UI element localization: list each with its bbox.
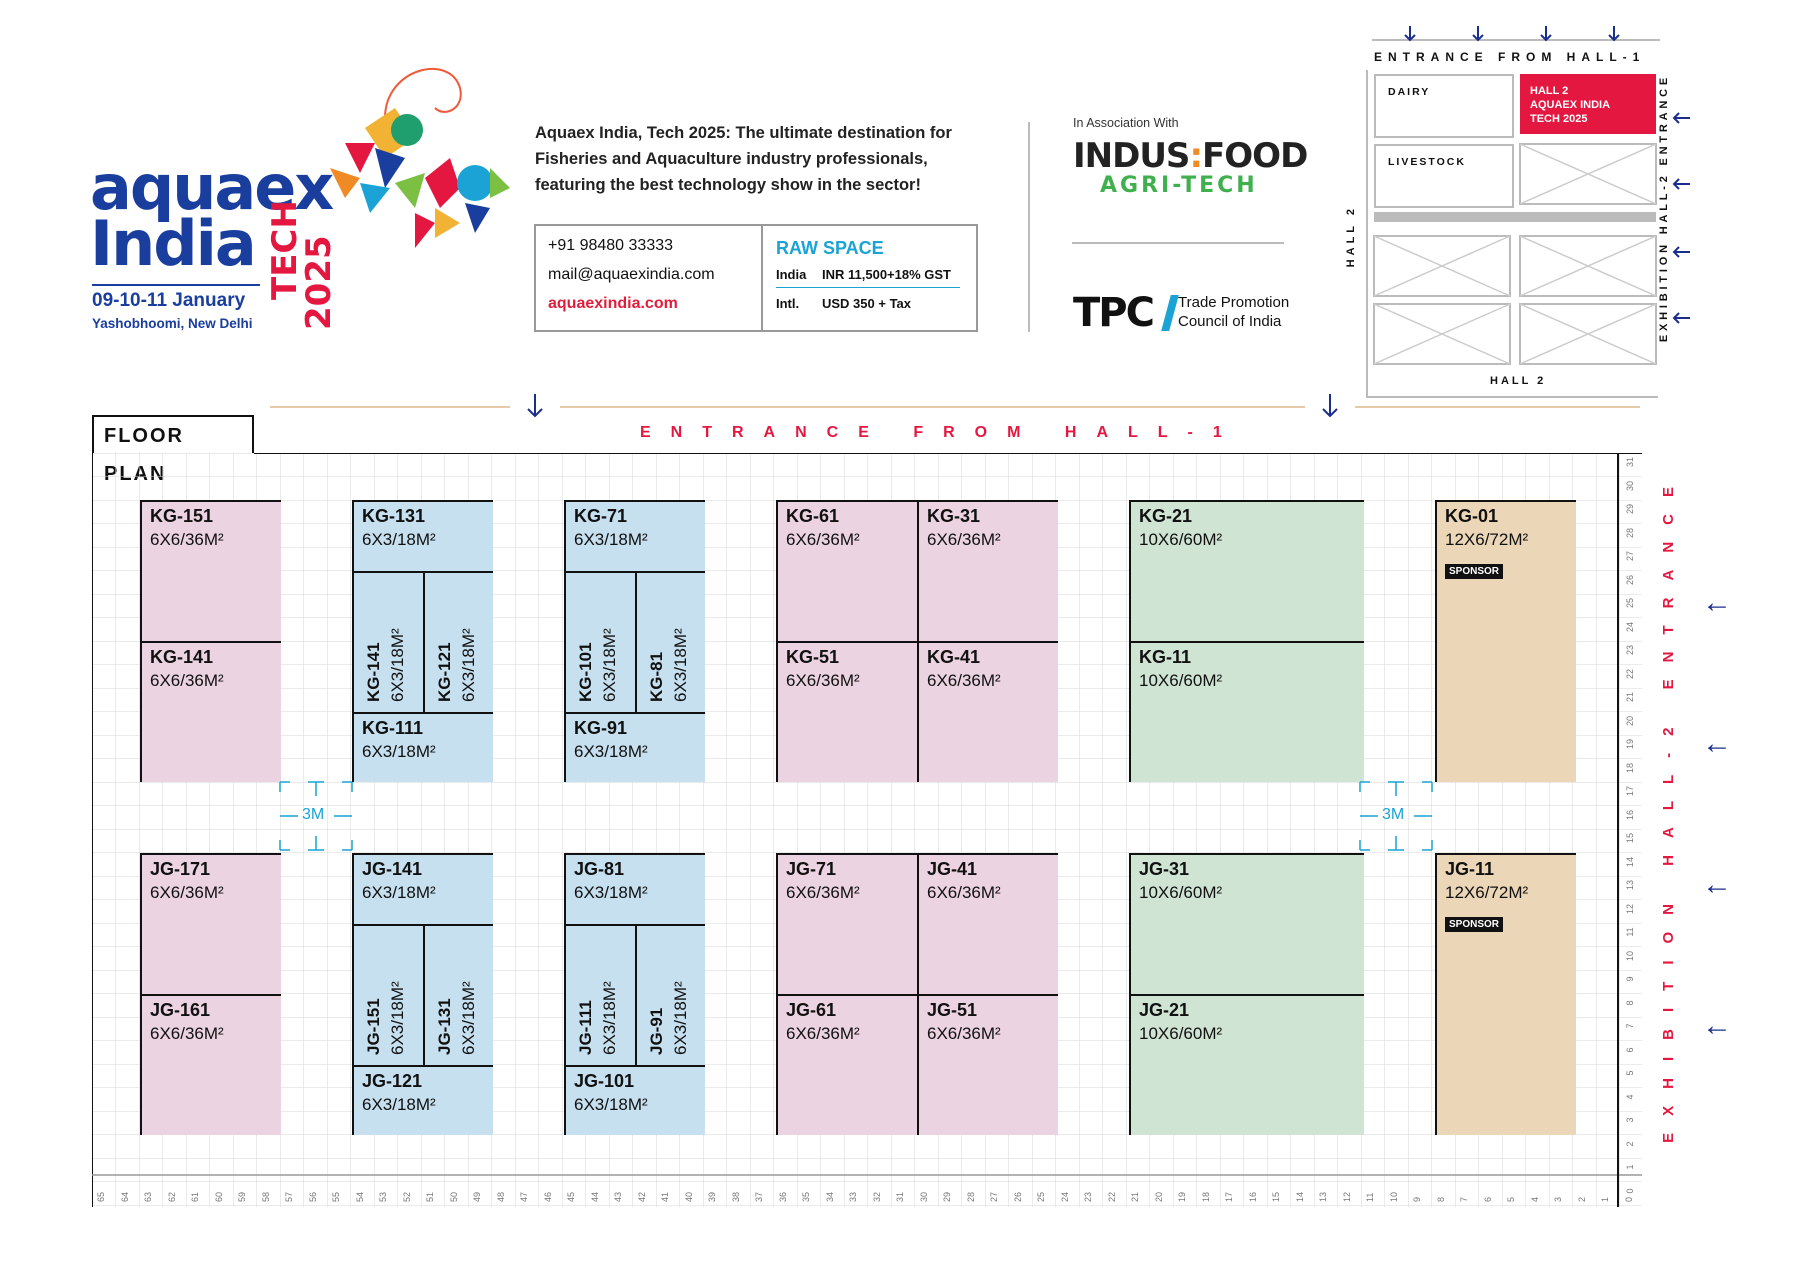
x-axis-tick-label: 64 bbox=[119, 1191, 130, 1202]
gap-label-3m: 3M bbox=[1382, 806, 1405, 823]
stand-size: 6X3/18M² bbox=[388, 981, 407, 1055]
stand-size: 6X6/36M² bbox=[786, 883, 860, 902]
stand-id: JG-21 bbox=[1139, 1000, 1190, 1020]
x-axis-tick-label: 8 bbox=[1435, 1196, 1446, 1202]
x-axis-tick-label: 25 bbox=[1036, 1191, 1046, 1202]
y-axis-tick-label: 27 bbox=[1625, 551, 1635, 562]
raw-space-title: RAW SPACE bbox=[776, 238, 884, 258]
stand-id: KG-61 bbox=[786, 506, 840, 526]
stand-id: JG-111 bbox=[576, 1000, 595, 1055]
stand-size: 6X6/36M² bbox=[927, 530, 1001, 549]
x-axis-tick-label: 22 bbox=[1106, 1191, 1117, 1202]
x-axis-tick-label: 32 bbox=[871, 1191, 882, 1202]
x-axis-tick-label: 2 bbox=[1576, 1196, 1587, 1202]
stand-label-vertical bbox=[576, 934, 620, 1055]
y-axis-tick-label: 18 bbox=[1625, 762, 1635, 773]
stand-id: JG-151 bbox=[364, 998, 383, 1055]
x-axis-tick-label: 53 bbox=[378, 1191, 388, 1202]
stand-size: 6X3/18M² bbox=[459, 981, 478, 1055]
y-axis-tick-label: 16 bbox=[1625, 809, 1635, 820]
stand-id: JG-41 bbox=[927, 859, 978, 879]
stand-id: KG-91 bbox=[574, 718, 628, 738]
stand-id: JG-31 bbox=[1139, 859, 1190, 879]
contact-website-link[interactable]: aquaexindia.com bbox=[548, 295, 678, 312]
y-axis-tick-label: 30 bbox=[1625, 480, 1635, 491]
x-axis-tick-label: 34 bbox=[824, 1191, 835, 1202]
y-axis-tick-label: 23 bbox=[1625, 645, 1635, 656]
tagline: Aquaex India, Tech 2025: The ultimate destination for Fisheries and Aquaculture industry professionals, featuring the best technology show in the sector! bbox=[535, 124, 952, 194]
x-axis-tick-label: 17 bbox=[1224, 1191, 1234, 1202]
x-axis-tick-label: 19 bbox=[1177, 1191, 1187, 1202]
x-axis-tick-label: 7 bbox=[1459, 1196, 1469, 1202]
x-axis-tick-label: 5 bbox=[1506, 1196, 1516, 1202]
y-axis-tick-label: 17 bbox=[1625, 786, 1635, 797]
exhibition-hall2-entrance-label: EXHIBITION HALL-2 ENTRANCE bbox=[1660, 470, 1677, 1143]
x-axis-tick-label: 50 bbox=[448, 1191, 459, 1202]
bottom-axis bbox=[92, 1182, 1642, 1206]
y-axis-tick-label: 13 bbox=[1625, 880, 1635, 891]
x-axis-tick-label: 48 bbox=[495, 1191, 506, 1202]
stand-id: KG-111 bbox=[362, 718, 424, 738]
logo-venue: Yashobhoomi, New Delhi bbox=[92, 316, 253, 331]
right-axis bbox=[1618, 453, 1642, 1194]
y-axis-tick-label: 26 bbox=[1625, 574, 1635, 585]
mini-map-hall2-bottom-label: HALL 2 bbox=[1490, 375, 1547, 387]
x-axis-tick-label: 39 bbox=[707, 1191, 717, 1202]
raw-space-india-price: INR 11,500+18% GST bbox=[822, 267, 951, 282]
x-axis-tick-label: 63 bbox=[143, 1191, 153, 1202]
y-axis-tick-label: 3 bbox=[1625, 1117, 1635, 1123]
stand-size: 6X6/36M² bbox=[150, 671, 224, 690]
x-axis-tick-label: 1 bbox=[1600, 1196, 1610, 1202]
stand-size: 6X6/36M² bbox=[927, 883, 1001, 902]
x-axis-tick-label: 31 bbox=[895, 1191, 905, 1202]
stand-id: JG-171 bbox=[150, 859, 211, 879]
tpc-name-line2: Council of India bbox=[1178, 313, 1282, 330]
stand-size: 6X3/18M² bbox=[671, 981, 690, 1055]
stand-size: 6X3/18M² bbox=[362, 883, 436, 902]
x-axis-tick-label: 52 bbox=[401, 1191, 412, 1202]
tpc-logo: TPC bbox=[1073, 290, 1153, 336]
stand-id: JG-11 bbox=[1445, 859, 1495, 879]
x-axis-tick-label: 14 bbox=[1294, 1191, 1305, 1202]
x-axis-tick-label: 33 bbox=[848, 1191, 858, 1202]
x-axis-tick-label: 58 bbox=[260, 1191, 271, 1202]
contact-email[interactable]: mail@aquaexindia.com bbox=[548, 266, 715, 283]
stand-id: KG-141 bbox=[364, 642, 383, 702]
y-axis-tick-label: 29 bbox=[1625, 504, 1635, 515]
x-axis-tick-label: 54 bbox=[354, 1191, 365, 1202]
x-axis-tick-label: 55 bbox=[331, 1191, 341, 1202]
raw-space-intl-price: USD 350 + Tax bbox=[822, 296, 912, 311]
gap-label-3m: 3M bbox=[302, 806, 325, 823]
x-axis-tick-label: 29 bbox=[942, 1191, 952, 1202]
stand-id: JG-161 bbox=[150, 1000, 211, 1020]
tpc-name-line1: Trade Promotion bbox=[1178, 294, 1290, 311]
x-axis-tick-label: 44 bbox=[589, 1191, 600, 1202]
stand-id: KG-131 bbox=[362, 506, 426, 526]
stand-id: KG-31 bbox=[927, 506, 981, 526]
y-axis-tick-label: 31 bbox=[1625, 457, 1635, 468]
indusfood-food: FOOD bbox=[1202, 136, 1308, 176]
stand-id: KG-101 bbox=[576, 642, 595, 702]
stand-id: KG-141 bbox=[150, 647, 214, 667]
y-axis-tick-label: 22 bbox=[1625, 668, 1635, 679]
stand-size: 12X6/72M² bbox=[1445, 883, 1529, 902]
mini-map-hall2-left-label: HALL 2 bbox=[1345, 205, 1357, 268]
x-axis-tick-label: 4 bbox=[1529, 1196, 1540, 1202]
x-axis-tick-label: 51 bbox=[425, 1191, 435, 1202]
mini-map-exhibition-entrance: EXHIBITION HALL-2 ENTRANCE bbox=[1658, 74, 1670, 343]
x-axis-tick-label: 56 bbox=[307, 1191, 318, 1202]
raw-space-intl-label: Intl. bbox=[776, 296, 800, 311]
stand-label-vertical bbox=[576, 581, 620, 702]
stand-size: 6X3/18M² bbox=[600, 981, 619, 1055]
stand-size: 10X6/60M² bbox=[1139, 883, 1223, 902]
logo-india-text: India bbox=[90, 207, 255, 280]
stand-label-vertical bbox=[435, 581, 479, 702]
y-axis-tick-label: 0 bbox=[1625, 1188, 1635, 1194]
stand-size: 6X3/18M² bbox=[362, 530, 436, 549]
stand-size: 6X3/18M² bbox=[574, 742, 648, 761]
x-axis-tick-label: 47 bbox=[519, 1191, 529, 1202]
y-axis-tick-label: 14 bbox=[1625, 856, 1635, 867]
stand-id: KG-71 bbox=[574, 506, 628, 526]
entrance-arrow-icon: ← bbox=[1702, 727, 1732, 760]
stand-id: KG-121 bbox=[435, 642, 454, 702]
stand-id: JG-131 bbox=[435, 998, 454, 1055]
x-axis-tick-label: 11 bbox=[1365, 1192, 1375, 1202]
stand-label-vertical bbox=[364, 581, 408, 702]
x-axis-tick-label: 35 bbox=[801, 1191, 811, 1202]
x-axis-tick-label: 16 bbox=[1247, 1191, 1258, 1202]
x-axis-tick-label: 43 bbox=[613, 1191, 623, 1202]
x-axis-tick-label: 15 bbox=[1271, 1191, 1281, 1202]
stand-size: 6X3/18M² bbox=[574, 1095, 648, 1114]
x-axis-tick-label: 40 bbox=[683, 1191, 694, 1202]
stand-size: 6X6/36M² bbox=[150, 1024, 224, 1043]
x-axis-tick-label: 60 bbox=[213, 1191, 224, 1202]
stand-size: 6X3/18M² bbox=[671, 628, 690, 702]
x-axis-tick-label: 9 bbox=[1412, 1196, 1422, 1202]
stand-size: 6X6/36M² bbox=[927, 1024, 1001, 1043]
stand-id: JG-51 bbox=[927, 1000, 978, 1020]
x-axis-tick-label: 0 bbox=[1623, 1196, 1634, 1202]
agri-tech-text: AGRI-TECH bbox=[1100, 173, 1258, 198]
mini-map-hall2-aquaex: HALL 2 AQUAEX INDIA TECH 2025 bbox=[1520, 74, 1656, 134]
y-axis-tick-label: 20 bbox=[1625, 715, 1635, 726]
stand-size: 6X3/18M² bbox=[459, 628, 478, 702]
sponsor-badge: SPONSOR bbox=[1445, 564, 1503, 579]
stand-size: 6X3/18M² bbox=[362, 1095, 436, 1114]
x-axis-tick-label: 59 bbox=[237, 1191, 247, 1202]
indusfood-indus: INDUS bbox=[1073, 136, 1190, 176]
x-axis-tick-label: 18 bbox=[1200, 1191, 1211, 1202]
x-axis-tick-label: 26 bbox=[1012, 1191, 1023, 1202]
stand-id: JG-101 bbox=[574, 1071, 635, 1091]
stand-id: KG-01 bbox=[1445, 506, 1499, 526]
stand-size: 6X3/18M² bbox=[388, 628, 407, 702]
mini-map-livestock: LIVESTOCK bbox=[1374, 144, 1514, 208]
x-axis-tick-label: 27 bbox=[989, 1191, 999, 1202]
x-axis-tick-label: 61 bbox=[190, 1191, 200, 1202]
stand-id: KG-81 bbox=[647, 651, 666, 702]
x-axis-tick-label: 37 bbox=[754, 1191, 764, 1202]
logo-tech-text: TECH bbox=[265, 200, 305, 300]
stand-label-vertical bbox=[435, 934, 479, 1055]
stand-id: JG-141 bbox=[362, 859, 423, 879]
x-axis-tick-label: 62 bbox=[166, 1191, 177, 1202]
stand-size: 12X6/72M² bbox=[1445, 530, 1529, 549]
y-axis-tick-label: 21 bbox=[1625, 692, 1635, 703]
entrance-arrow-icon: ← bbox=[1702, 586, 1732, 619]
association-label: In Association With bbox=[1073, 116, 1179, 130]
stand-id: JG-91 bbox=[647, 1007, 666, 1055]
stand-size: 6X6/36M² bbox=[150, 883, 224, 902]
x-axis-tick-label: 46 bbox=[542, 1191, 553, 1202]
x-axis-tick-label: 65 bbox=[96, 1191, 106, 1202]
stand-label-vertical bbox=[364, 934, 408, 1055]
y-axis-tick-label: 11 bbox=[1625, 927, 1635, 937]
stand-id: KG-21 bbox=[1139, 506, 1193, 526]
x-axis-tick-label: 10 bbox=[1388, 1191, 1399, 1202]
stand-label-vertical bbox=[647, 934, 691, 1055]
indusfood-colon-icon: : bbox=[1189, 136, 1203, 176]
y-axis-tick-label: 28 bbox=[1625, 527, 1635, 538]
stand-size: 6X3/18M² bbox=[574, 530, 648, 549]
y-axis-tick-label: 15 bbox=[1625, 833, 1635, 844]
y-axis-tick-label: 7 bbox=[1625, 1023, 1635, 1029]
y-axis-tick-label: 19 bbox=[1625, 739, 1635, 750]
y-axis-tick-label: 9 bbox=[1625, 976, 1635, 982]
stand-size: 6X6/36M² bbox=[150, 530, 224, 549]
floor-plan-title: FLOOR bbox=[92, 415, 254, 453]
mini-map-dairy: DAIRY bbox=[1374, 74, 1514, 138]
y-axis-tick-label: 8 bbox=[1625, 1000, 1635, 1006]
y-axis-tick-label: 12 bbox=[1625, 903, 1635, 914]
entrance-from-hall1-label: ENTRANCE FROM HALL-1 bbox=[640, 424, 1242, 441]
y-axis-tick-label: 2 bbox=[1625, 1141, 1635, 1147]
y-axis-tick-label: 10 bbox=[1625, 950, 1635, 961]
stand-id: KG-41 bbox=[927, 647, 981, 667]
logo-year-text: 2025 bbox=[299, 235, 339, 330]
raw-space-india-label: India bbox=[776, 267, 807, 282]
y-axis-tick-label: 1 bbox=[1625, 1164, 1635, 1170]
stand-size: 6X6/36M² bbox=[786, 671, 860, 690]
entrance-arrow-icon: ← bbox=[1702, 868, 1732, 901]
y-axis-tick-label: 24 bbox=[1625, 621, 1635, 632]
stand-size: 10X6/60M² bbox=[1139, 1024, 1223, 1043]
stand-size: 6X3/18M² bbox=[574, 883, 648, 902]
x-axis-tick-label: 20 bbox=[1153, 1191, 1164, 1202]
stand-id: KG-51 bbox=[786, 647, 840, 667]
stand-size: 10X6/60M² bbox=[1139, 671, 1223, 690]
x-axis-tick-label: 57 bbox=[284, 1191, 294, 1202]
stand-size: 6X3/18M² bbox=[600, 628, 619, 702]
x-axis-tick-label: 36 bbox=[777, 1191, 788, 1202]
mini-map-entrance-label: ENTRANCE FROM HALL-1 bbox=[1374, 50, 1646, 64]
x-axis-tick-label: 24 bbox=[1059, 1191, 1070, 1202]
stand-label-vertical bbox=[647, 581, 691, 702]
stand-id: KG-11 bbox=[1139, 647, 1192, 667]
logo-dates: 09-10-11 January bbox=[92, 290, 246, 311]
y-axis-tick-label: 6 bbox=[1625, 1047, 1635, 1053]
x-axis-tick-label: 42 bbox=[636, 1191, 647, 1202]
x-axis-tick-label: 23 bbox=[1083, 1191, 1093, 1202]
x-axis-tick-label: 45 bbox=[566, 1191, 576, 1202]
x-axis-tick-label: 30 bbox=[918, 1191, 929, 1202]
stand-id: JG-121 bbox=[362, 1071, 423, 1091]
stand-size: 10X6/60M² bbox=[1139, 530, 1223, 549]
x-axis-tick-label: 21 bbox=[1130, 1191, 1140, 1202]
x-axis-tick-label: 6 bbox=[1482, 1196, 1493, 1202]
y-axis-tick-label: 4 bbox=[1625, 1094, 1635, 1100]
x-axis-tick-label: 28 bbox=[965, 1191, 976, 1202]
x-axis-tick-label: 13 bbox=[1318, 1191, 1328, 1202]
x-axis-tick-label: 12 bbox=[1341, 1191, 1352, 1202]
sponsor-badge: SPONSOR bbox=[1445, 917, 1503, 932]
x-axis-tick-label: 3 bbox=[1553, 1196, 1563, 1202]
stand-size: 6X3/18M² bbox=[362, 742, 436, 761]
x-axis-tick-label: 41 bbox=[660, 1191, 670, 1202]
y-axis-tick-label: 5 bbox=[1625, 1070, 1635, 1076]
logo-aquaex-text: aquaex bbox=[90, 151, 333, 224]
stand-id: JG-81 bbox=[574, 859, 625, 879]
contact-phone[interactable]: +91 98480 33333 bbox=[548, 237, 674, 254]
entrance-arrow-icon: ← bbox=[1702, 1009, 1732, 1042]
stand-size: 6X6/36M² bbox=[786, 530, 860, 549]
x-axis-tick-label: 38 bbox=[730, 1191, 741, 1202]
stand-id: JG-61 bbox=[786, 1000, 837, 1020]
x-axis-tick-label: 49 bbox=[472, 1191, 482, 1202]
stand-id: JG-71 bbox=[786, 859, 837, 879]
stand-size: 6X6/36M² bbox=[786, 1024, 860, 1043]
y-axis-tick-label: 25 bbox=[1625, 598, 1635, 609]
stand-id: KG-151 bbox=[150, 506, 214, 526]
stand-size: 6X6/36M² bbox=[927, 671, 1001, 690]
